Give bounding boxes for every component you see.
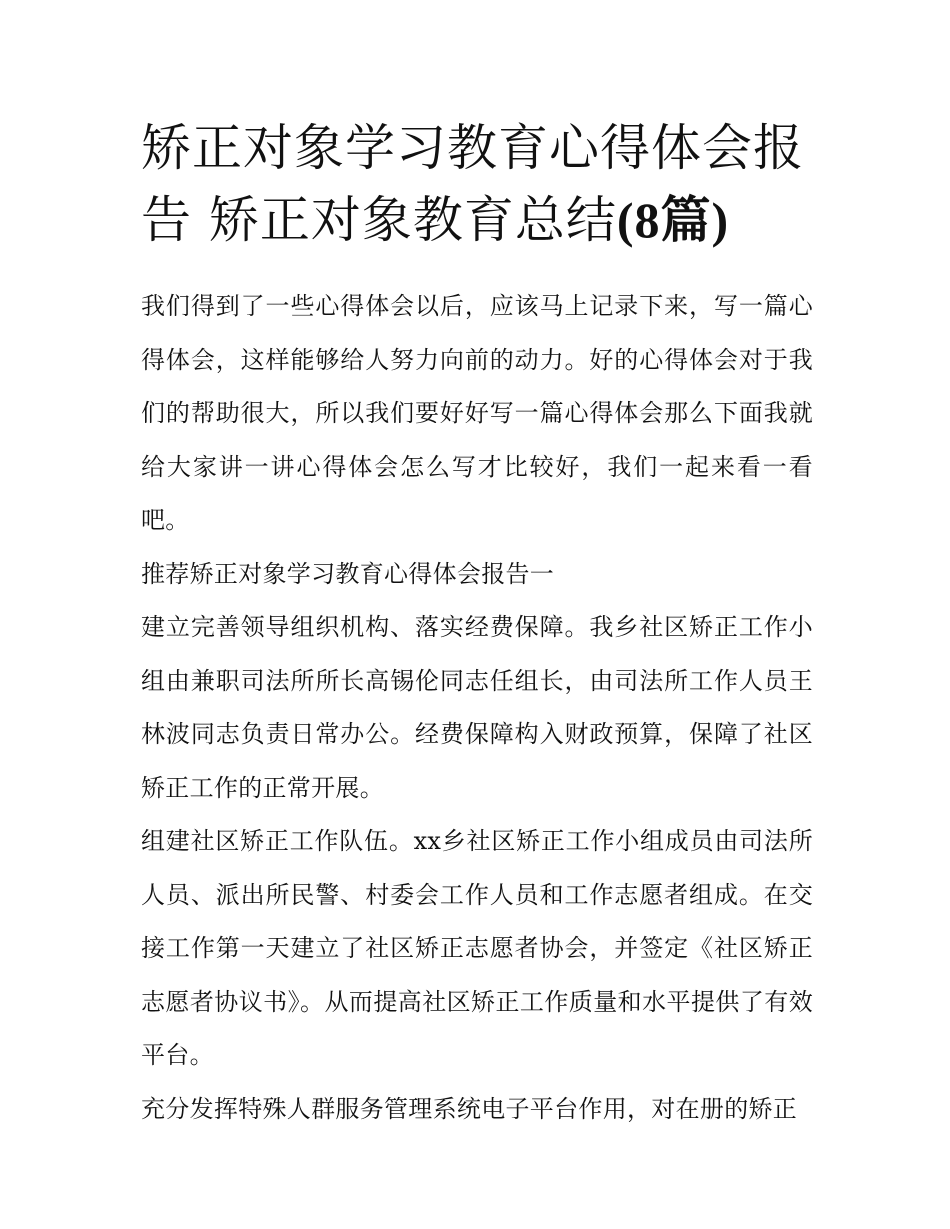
body-paragraph: 建立完善领导组织机构、落实经费保障。我乡社区矫正工作小组由兼职司法所所长高锡伦同志任组长，由司法所工作人员王林波同志负责日常办公。经费保障构入财政预算，保障了社区矫正工作的正常开展。 xyxy=(141,613,813,802)
title-line-1: 矫正对象学习教育心得体会报 xyxy=(141,119,804,177)
body-paragraph: 组建社区矫正工作队伍。xx乡社区矫正工作小组成员由司法所人员、派出所民警、村委会工作人员和工作志愿者组成。在交接工作第一天建立了社区矫正志愿者协会，并签定《社区矫正志愿者协议书》。从而提高社区矫正工作质量和水平提供了有效平台。 xyxy=(141,827,813,1069)
title-count: (8篇) xyxy=(616,192,730,248)
section-heading: 推荐矫正对象学习教育心得体会报告一 xyxy=(141,559,555,588)
document-content xyxy=(141,112,813,1136)
body-paragraph: 充分发挥特殊人群服务管理系统电子平台作用，对在册的矫正 xyxy=(141,1094,798,1123)
document-title xyxy=(141,112,813,256)
intro-paragraph: 我们得到了一些心得体会以后，应该马上记录下来，写一篇心得体会，这样能够给人努力向前的动力。好的心得体会对于我们的帮助很大，所以我们要好好写一篇心得体会那么下面我就给大家讲一讲心得体会怎么写才比较好，我们一起来看一看吧。 xyxy=(141,292,813,534)
document-body xyxy=(141,280,813,1136)
title-line-2: 告 矫正对象教育总结 xyxy=(141,191,617,249)
